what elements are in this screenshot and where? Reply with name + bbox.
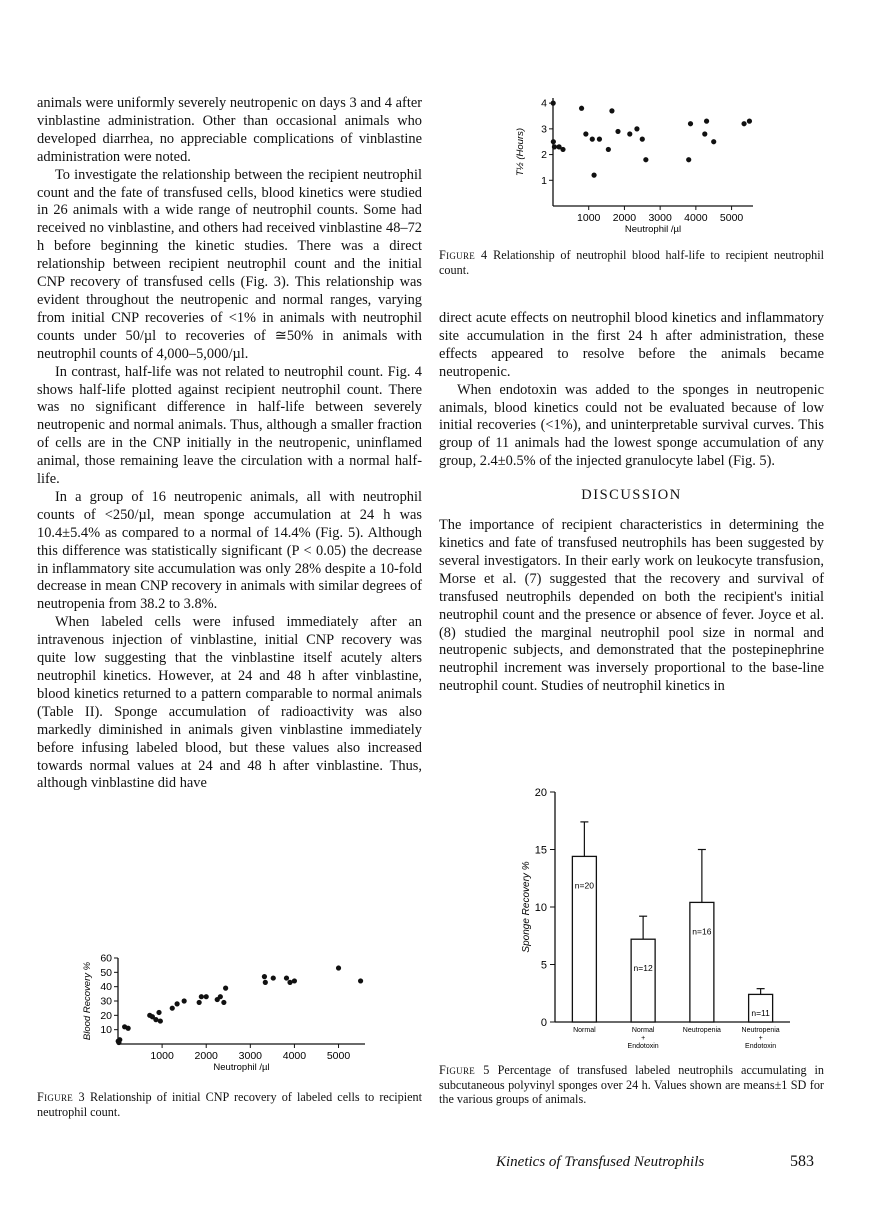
data-point	[597, 137, 602, 142]
data-point	[182, 998, 187, 1003]
category-label: +	[641, 1035, 646, 1042]
y-axis-label: T½ (Hours)	[515, 127, 526, 177]
x-tick-label: 3000	[648, 212, 672, 224]
x-axis-label: Neutrophil /µl	[213, 1062, 270, 1073]
x-tick-label: 1000	[150, 1050, 174, 1062]
body-paragraph: direct acute effects on neutrophil blood kinetics and inflammatory site accumulation in the first 24 h after administration, these effects appeared to resolve before the animals became neutropenic.	[439, 310, 824, 380]
data-point	[606, 147, 611, 152]
figure3-caption-text: Relationship of initial CNP recovery of labeled cells to recipient neutrophil count.	[37, 1090, 422, 1119]
bar	[690, 902, 714, 1022]
category-label: Endotoxin	[627, 1043, 659, 1050]
data-point	[262, 974, 267, 979]
data-point	[579, 106, 584, 111]
y-tick-label: 40	[100, 981, 112, 994]
data-point	[287, 980, 292, 985]
y-tick-label: 3	[541, 123, 547, 136]
figure5-chart	[505, 780, 795, 1055]
x-tick-label: 5000	[326, 1050, 351, 1062]
x-tick-label: 4000	[684, 212, 708, 224]
x-tick-label: 3000	[238, 1050, 263, 1062]
n-label: n=16	[692, 926, 712, 937]
data-point	[175, 1001, 180, 1006]
data-point	[199, 994, 204, 999]
data-point	[560, 147, 565, 152]
data-point	[702, 131, 707, 136]
data-point	[551, 139, 556, 144]
data-point	[704, 119, 709, 124]
left-column	[37, 95, 422, 793]
y-tick-label: 15	[534, 844, 547, 857]
body-paragraph: In contrast, half-life was not related to neutrophil count. Fig. 4 shows half-life plotted against recipient neutrophil count. There was no significant difference in half-life between severely neutropenic and normal animals. Thus, although a smaller fraction of cells are in the CNP initially in the neutropenic, uninflamed animal, those remaining leave the circulation with a normal half-life.	[37, 363, 422, 488]
right-column	[439, 310, 824, 696]
y-axis-label: Sponge Recovery %	[521, 861, 532, 953]
data-point	[117, 1037, 122, 1042]
figure3-caption	[37, 1090, 422, 1119]
data-point	[336, 965, 341, 970]
figure5-caption-text: Percentage of transfused labeled neutrophils accumulating in subcutaneous polyvinyl sponges over 24 h. Values shown are means±1 SD for the various groups of animals.	[439, 1063, 824, 1106]
section-heading: DISCUSSION	[581, 487, 682, 504]
data-point	[153, 1017, 158, 1022]
figure5-caption	[439, 1063, 824, 1107]
data-point	[204, 994, 209, 999]
category-label: Neutropenia	[741, 1027, 780, 1034]
data-point	[688, 121, 693, 126]
body-paragraph: In a group of 16 neutropenic animals, all with neutrophil counts of <250/µl, mean sponge accumulation at 24 h was 10.4±5.4% as compared to a normal of 14.4% (Fig. 5). Although this difference was statistically significant (P < 0.05) the decrease in inflammatory site accumulation was only 28% despite a 10-fold decrease in mean CNP recovery in animals with similar degrees of neutropenia from 38.2 to 3.8%.	[37, 488, 422, 613]
figure5-svg	[505, 780, 795, 1055]
data-point	[627, 131, 632, 136]
data-point	[218, 994, 223, 999]
category-label: +	[758, 1035, 763, 1042]
category-label: Normal	[631, 1027, 655, 1034]
figure4-chart	[505, 88, 765, 238]
data-point	[583, 131, 588, 136]
body-paragraph: To investigate the relationship between the recipient neutrophil count and the fate of transfused cells, blood kinetics were studied in 26 animals with a wide range of neutrophil counts. Some had received no vinblastine, and others had received vinblastine 48–72 h before beginning the kinetic studies. There was a direct relationship between recipient neutrophil count and the initial CNP recovery of transfused cells (Fig. 3). This relationship was evident throughout the neutropenic and normal ranges, varying from initial CNP recoveries of <1% in animals with neutrophil counts under 50/µl to recoveries of ≅50% in animals with neutrophil counts of 4,000–5,000/µl.	[37, 166, 422, 362]
category-label: Endotoxin	[745, 1043, 777, 1050]
category-label: Neutropenia	[682, 1027, 721, 1034]
y-tick-label: 50	[100, 966, 112, 979]
x-tick-label: 5000	[719, 212, 744, 224]
data-point	[711, 139, 716, 144]
y-tick-label: 20	[534, 787, 547, 799]
data-point	[170, 1006, 175, 1011]
data-point	[640, 137, 645, 142]
y-tick-label: 20	[100, 1009, 112, 1022]
data-point	[284, 975, 289, 980]
y-tick-label: 10	[534, 902, 547, 914]
data-point	[615, 129, 620, 134]
x-tick-label: 4000	[282, 1050, 307, 1062]
y-tick-label: 4	[541, 97, 547, 110]
data-point	[741, 121, 746, 126]
n-label: n=11	[751, 1008, 770, 1018]
data-point	[221, 1000, 226, 1005]
data-point	[552, 144, 557, 149]
data-point	[197, 1000, 202, 1005]
data-point	[292, 978, 297, 983]
n-label: n=20	[574, 880, 594, 891]
n-label: n=12	[633, 963, 653, 974]
figure3-svg	[80, 948, 380, 1083]
y-tick-label: 10	[100, 1024, 112, 1037]
data-point	[158, 1018, 163, 1023]
body-paragraph: The importance of recipient characteristics in determining the kinetics and fate of transfused neutrophils has been suggested by several investigators. In their early work on leukocyte transfusion, Morse et al. (7) suggested that the recovery and survival of transfused neutrophils depended on both the recipient's initial neutrophil count and the presence or absence of fever. Joyce et al. (8) studied the marginal neutrophil pool size in normal and neutropenic subjects, and demonstrated that the postepinephrine neutrophil increment was inversely proportional to the base-line neutrophil count. Studies of neutrophil kinetics in	[439, 517, 824, 695]
data-point	[686, 157, 691, 162]
data-point	[271, 975, 276, 980]
y-tick-label: 60	[100, 952, 112, 965]
bar	[631, 939, 655, 1022]
figure4-caption	[439, 248, 824, 277]
figure3-label: Figure 3	[37, 1090, 85, 1104]
y-tick-label: 2	[541, 149, 547, 162]
figure4-label: Figure 4	[439, 248, 488, 262]
x-axis-label: Neutrophil /µl	[624, 224, 682, 235]
figure4-caption-text: Relationship of neutrophil blood half-life to recipient neutrophil count.	[439, 248, 824, 277]
data-point	[634, 126, 639, 131]
y-tick-label: 30	[100, 995, 112, 1008]
figure5-label: Figure 5	[439, 1063, 490, 1077]
body-paragraph: When endotoxin was added to the sponges in neutropenic animals, blood kinetics could not be evaluated because of low initial recoveries (<1%), and uninterpretable survival curves. This group of 11 animals had the lowest sponge accumulation of any group, 2.4±0.5% of the injected granulocyte label (Fig. 5).	[439, 381, 824, 470]
data-point	[591, 173, 596, 178]
body-paragraph: animals were uniformly severely neutropenic on days 3 and 4 after vinblastine administration. Other than occasional animals who developed diarrhea, no appreciable complications of vinblastine administration were noted.	[37, 95, 422, 165]
page-number: 583	[790, 1153, 814, 1170]
data-point	[590, 137, 595, 142]
figure4-svg	[505, 88, 765, 238]
category-label: Normal	[573, 1027, 596, 1034]
y-tick-label: 5	[540, 959, 547, 972]
running-title: Kinetics of Transfused Neutrophils	[496, 1154, 705, 1170]
data-point	[747, 119, 752, 124]
body-paragraph: When labeled cells were infused immediately after an intravenous injection of vinblastine, initial CNP recovery was quite low suggesting that the vinblastine itself acutely alters neutrophil kinetics. However, at 24 and 48 h after vinblastine, blood kinetics returned to a pattern comparable to normal animals (Table II). Sponge accumulation of radioactivity was also markedly diminished in animals given vinblastine immediately before infusing labeled blood, but these values also increased towards normal values at 24 and 48 h after vinblastine. Thus, although vinblastine did have	[37, 614, 422, 792]
data-point	[126, 1026, 131, 1031]
data-point	[358, 978, 363, 983]
y-tick-label: 0	[540, 1017, 547, 1029]
data-point	[156, 1010, 161, 1015]
figure3-chart	[80, 948, 380, 1083]
y-tick-label: 1	[541, 174, 547, 187]
y-axis-label: Blood Recovery %	[82, 961, 93, 1041]
data-point	[223, 986, 228, 991]
x-tick-label: 1000	[577, 212, 601, 224]
x-tick-label: 2000	[612, 212, 637, 224]
x-tick-label: 2000	[194, 1050, 218, 1062]
data-point	[551, 101, 556, 106]
data-point	[643, 157, 648, 162]
data-point	[609, 108, 614, 113]
data-point	[263, 980, 268, 985]
